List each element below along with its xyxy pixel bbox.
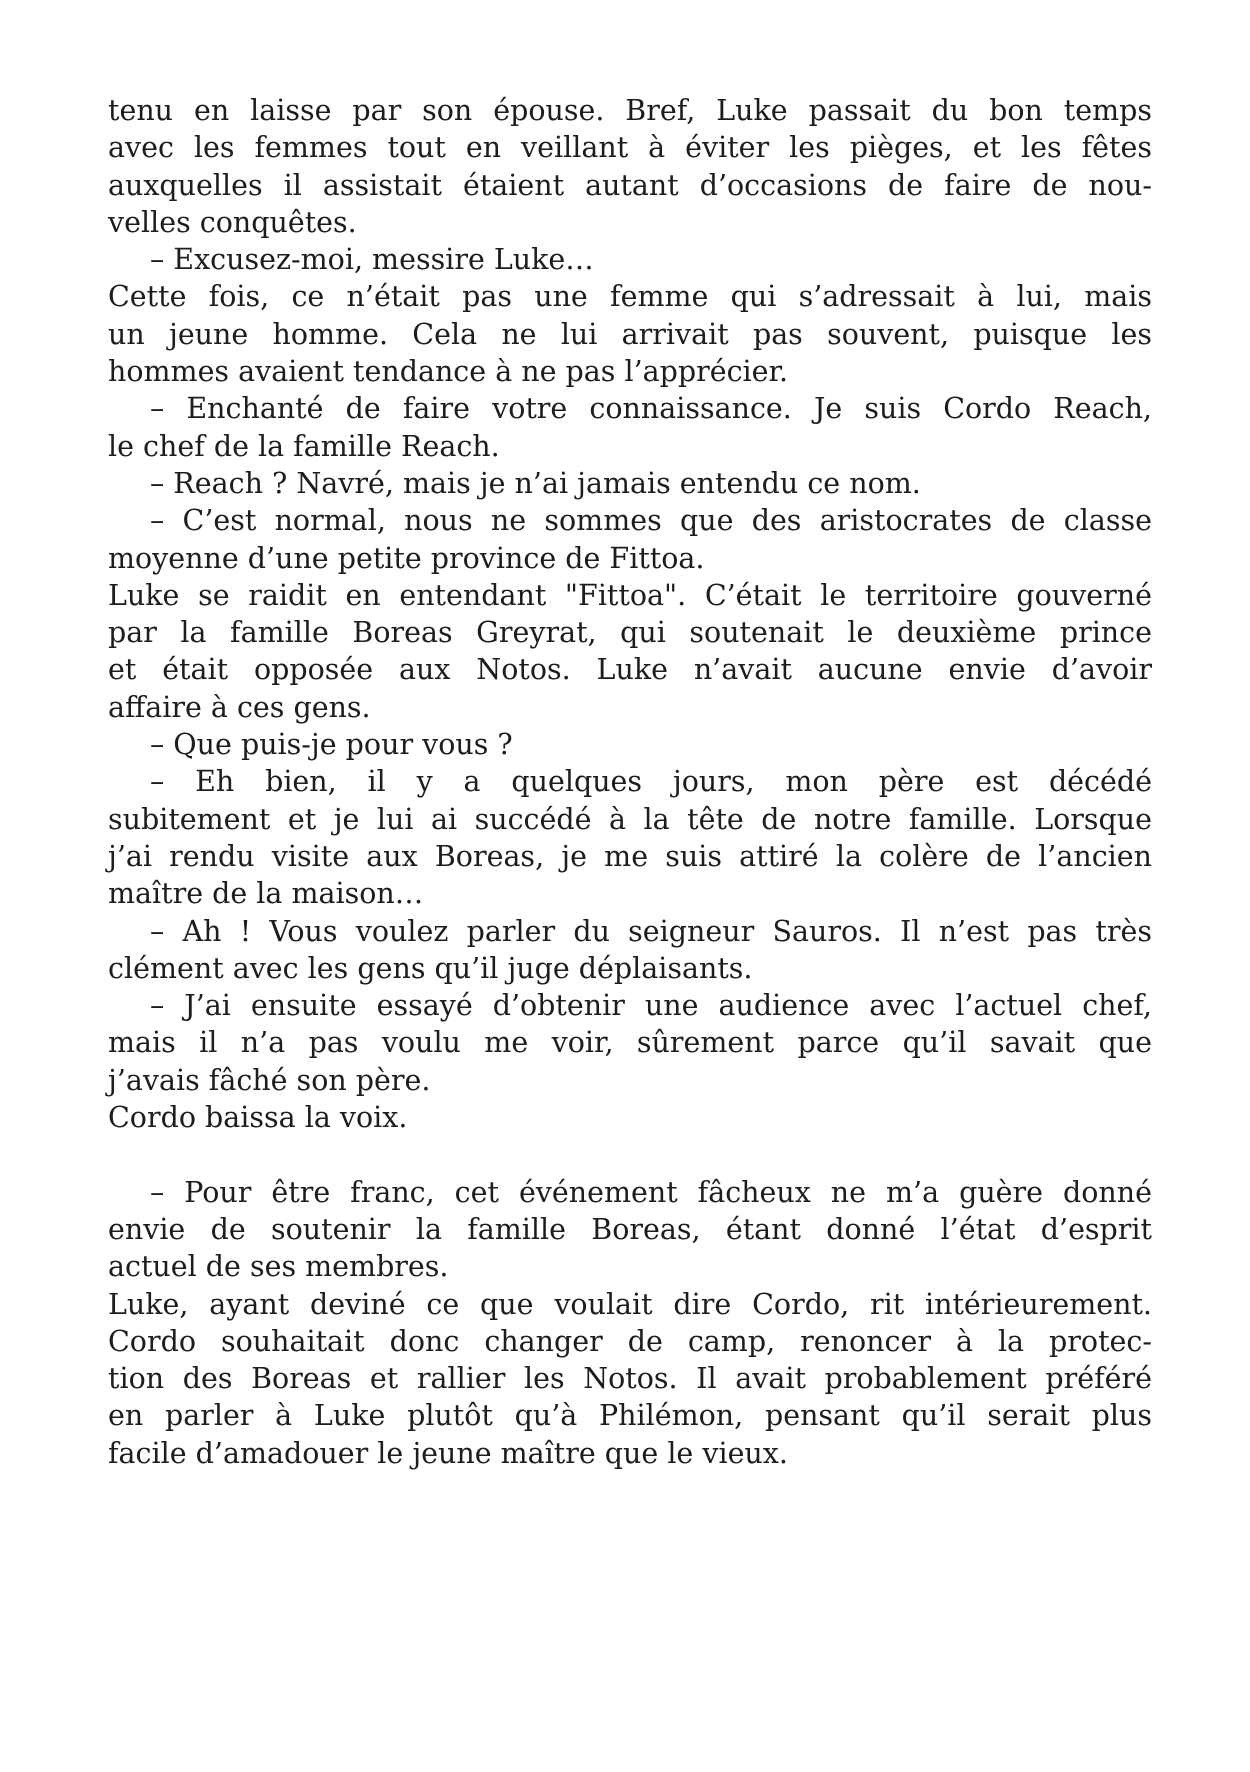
text-line: le chef de la famille Reach.	[108, 429, 500, 463]
text-line: moyenne d’une petite province de Fittoa.	[108, 541, 705, 575]
text-line: tenu en laisse par son épouse. Bref, Luke passait du bon temps	[108, 94, 1152, 127]
text-line: Luke, ayant deviné ce que voulait dire Cordo, rit intérieurement.	[108, 1287, 1152, 1321]
text-line: Cordo baissa la voix.	[108, 1101, 408, 1135]
text-line: Cordo souhaitait donc changer de camp, renoncer à la protec-	[108, 1324, 1152, 1358]
text-line: avec les femmes tout en veillant à éviter les pièges, et les fêtes	[108, 131, 1152, 165]
text-line: – J’ai ensuite essayé d’obtenir une audience avec l’actuel chef,	[150, 989, 1152, 1023]
text-line: affaire à ces gens.	[108, 690, 371, 724]
text-line: j’avais fâché son père.	[108, 1063, 431, 1097]
text-line: mais il n’a pas voulu me voir, sûrement parce qu’il savait que	[108, 1026, 1152, 1060]
text-line: Cette fois, ce n’était pas une femme qui s’adressait à lui, mais	[108, 280, 1152, 314]
text-line: et était opposée aux Notos. Luke n’avait aucune envie d’avoir	[108, 653, 1152, 687]
text-line: – Que puis-je pour vous ?	[150, 728, 513, 762]
text-line: en parler à Luke plutôt qu’à Philémon, pensant qu’il serait plus	[108, 1399, 1152, 1433]
text-line: – Excusez-moi, messire Luke…	[150, 243, 594, 277]
text-line: clément avec les gens qu’il juge déplaisants.	[108, 951, 753, 985]
text-line: – Eh bien, il y a quelques jours, mon père est décédé	[150, 765, 1152, 799]
text-line: – Ah ! Vous voulez parler du seigneur Sauros. Il n’est pas très	[150, 914, 1152, 948]
text-line: subitement et je lui ai succédé à la tête de notre famille. Lorsque	[108, 802, 1152, 836]
text-line: maître de la maison…	[108, 877, 424, 911]
text-line: par la famille Boreas Greyrat, qui soutenait le deuxième prince	[108, 616, 1152, 650]
text-line: un jeune homme. Cela ne lui arrivait pas souvent, puisque les	[108, 317, 1152, 351]
text-line: – Reach ? Navré, mais je n’ai jamais entendu ce nom.	[150, 466, 921, 500]
text-line: tion des Boreas et rallier les Notos. Il avait probablement préféré	[108, 1362, 1152, 1396]
text-line: Luke se raidit en entendant "Fittoa". C’était le territoire gouverné	[108, 578, 1152, 612]
text-line: velles conquêtes.	[108, 205, 357, 239]
text-line: – C’est normal, nous ne sommes que des aristocrates de classe	[150, 504, 1152, 538]
text-line: envie de soutenir la famille Boreas, étant donné l’état d’esprit	[108, 1212, 1152, 1246]
text-line: – Enchanté de faire votre connaissance. Je suis Cordo Reach,	[150, 392, 1152, 426]
text-line: hommes avaient tendance à ne pas l’apprécier.	[108, 355, 789, 389]
blank-line	[108, 1136, 1152, 1173]
book-page-text	[108, 92, 1152, 1472]
text-line: auxquelles il assistait étaient autant d’occasions de faire de nou-	[108, 168, 1152, 202]
text-line: – Pour être franc, cet événement fâcheux ne m’a guère donné	[150, 1175, 1152, 1209]
text-line: j’ai rendu visite aux Boreas, je me suis attiré la colère de l’ancien	[108, 839, 1152, 873]
text-line: facile d’amadouer le jeune maître que le vieux.	[108, 1436, 788, 1470]
text-line: actuel de ses membres.	[108, 1250, 449, 1284]
